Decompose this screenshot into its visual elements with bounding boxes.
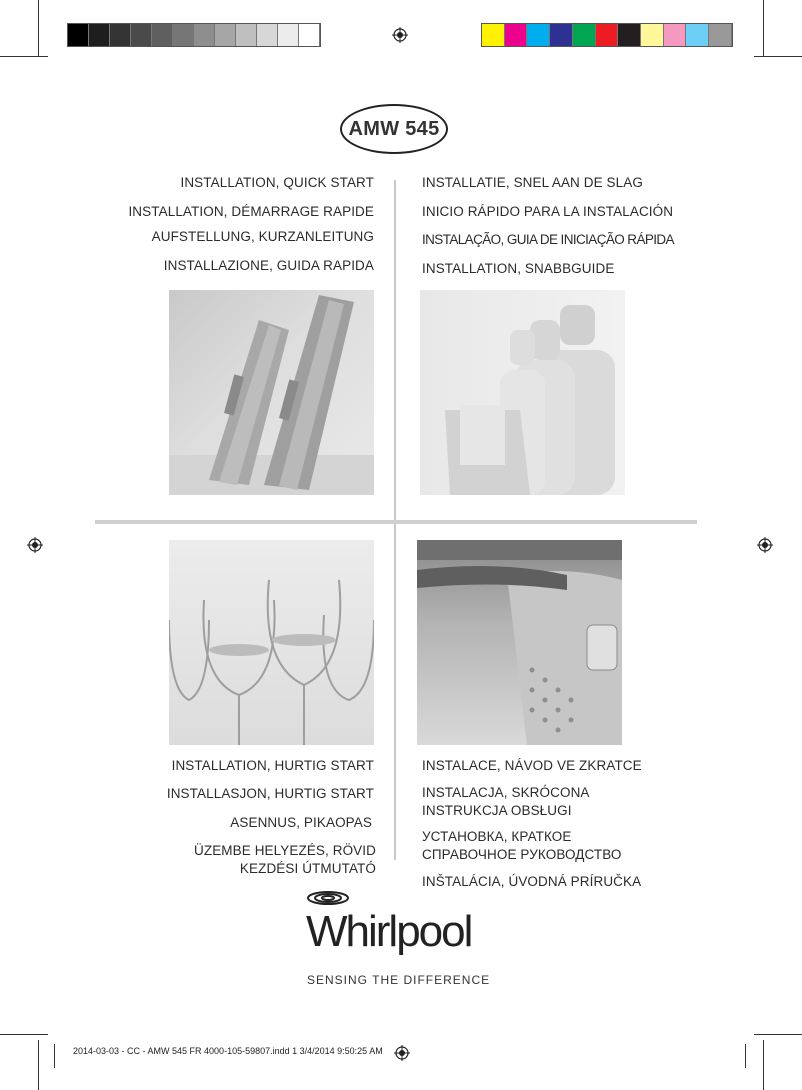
title-fi: ASENNUS, PIKAOPAS (230, 815, 372, 830)
color-swatch (236, 24, 257, 46)
title-hu-line1: ÜZEMBE HELYEZÉS, RÖVID (194, 843, 376, 858)
crop-mark (763, 1040, 764, 1090)
color-swatch (596, 24, 619, 46)
title-it: INSTALLAZIONE, GUIDA RAPIDA (163, 258, 374, 273)
crop-mark (54, 1044, 55, 1068)
crop-mark (754, 1034, 802, 1035)
color-swatch (68, 24, 89, 46)
color-swatch (505, 24, 528, 46)
color-swatch (110, 24, 131, 46)
brand-tagline: SENSING THE DIFFERENCE (307, 973, 491, 987)
model-badge (340, 104, 448, 154)
title-sk: INŠTALÁCIA, ÚVODNÁ PRÍRUČKA (422, 874, 642, 889)
whirlpool-logo (300, 888, 490, 968)
color-swatch (131, 24, 152, 46)
color-swatch (618, 24, 641, 46)
color-swatch (664, 24, 687, 46)
title-cs: INSTALACE, NÁVOD VE ZKRATCE (422, 758, 642, 773)
clothespins-photo (169, 290, 374, 495)
registration-mark-icon (27, 537, 43, 553)
color-swatch (482, 24, 505, 46)
title-da: INSTALLATION, HURTIG START (171, 758, 374, 773)
title-nl: INSTALLATIE, SNEL AAN DE SLAG (422, 175, 643, 190)
title-es: INICIO RÁPIDO PARA LA INSTALACIÓN (422, 204, 674, 219)
title-de: AUFSTELLUNG, KURZANLEITUNG (151, 229, 374, 244)
registration-mark-icon (392, 27, 408, 43)
crop-mark (745, 1044, 746, 1068)
color-swatch (686, 24, 709, 46)
title-pt: INSTALAÇÃO, GUIA DE INICIAÇÃO RÁPIDA (422, 232, 674, 247)
color-swatch (257, 24, 278, 46)
milk-bottles-photo (420, 290, 625, 495)
color-swatch (89, 24, 110, 46)
model-number: AMW 545 (348, 117, 440, 140)
crop-mark (0, 56, 48, 57)
color-swatch (173, 24, 194, 46)
title-en: INSTALLATION, QUICK START (180, 175, 374, 190)
crop-mark (38, 1040, 39, 1090)
color-swatch (215, 24, 236, 46)
file-slug: 2014-03-03 - CC - AMW 545 FR 4000-105-59807.indd 1 3/4/2014 9:50:25 AM (73, 1046, 383, 1056)
title-ru-line1: УСТАНОВКА, КРАТКОЕ (422, 829, 572, 844)
title-hu-line2: KEZDÉSI ÚTMUTATÓ (239, 861, 376, 876)
title-fr: INSTALLATION, DÉMARRAGE RAPIDE (128, 204, 374, 219)
color-swatch (194, 24, 215, 46)
title-pl-line1: INSTALACJA, SKRÓCONA (422, 785, 590, 800)
color-swatch (709, 24, 732, 46)
registration-mark-icon (757, 537, 773, 553)
title-ru-line2: СПРАВОЧНОЕ РУКОВОДСТВО (422, 847, 622, 862)
brand-wordmark: Whirlpool (306, 907, 472, 956)
horizontal-divider (95, 520, 697, 524)
whirlpool-swirl-icon (300, 888, 490, 968)
title-pl-line2: INSTRUKCJA OBSŁUGI (422, 803, 572, 818)
color-swatch (527, 24, 550, 46)
color-swatch (641, 24, 664, 46)
colander-photo (417, 540, 622, 745)
color-swatch (573, 24, 596, 46)
title-no: INSTALLASJON, HURTIG START (166, 786, 374, 801)
wine-glasses-photo (169, 540, 374, 745)
crop-mark (754, 56, 802, 57)
color-swatch (152, 24, 173, 46)
grayscale-color-bar (67, 23, 321, 47)
crop-mark (38, 0, 39, 56)
crop-mark (0, 1034, 48, 1035)
color-swatch (550, 24, 573, 46)
color-swatch (299, 24, 320, 46)
registration-mark-icon (394, 1045, 410, 1061)
title-sv: INSTALLATION, SNABBGUIDE (422, 261, 615, 276)
color-swatch (278, 24, 299, 46)
process-color-bar (481, 23, 733, 47)
crop-mark (763, 0, 764, 56)
